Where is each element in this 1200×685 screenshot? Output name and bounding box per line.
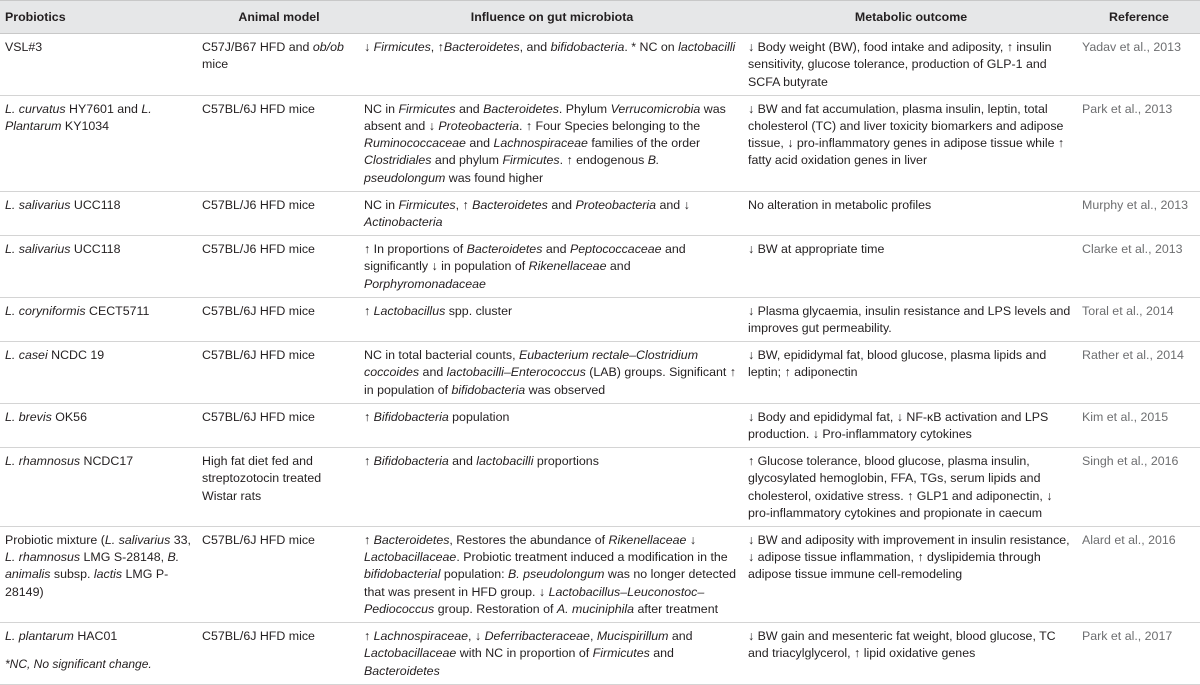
cell-probiotic: L. coryniformis CECT5711 (0, 297, 198, 341)
cell-probiotic: L. plantarum HAC01 (0, 623, 198, 685)
cell-gut-microbiota: ↓ Firmicutes, ↑Bacteroidetes, and bifidobacteria. * NC on lactobacilli (360, 34, 744, 96)
cell-animal-model: C57BL/6J HFD mice (198, 297, 360, 341)
table-row (0, 527, 1200, 623)
cell-gut-microbiota: NC in Firmicutes and Bacteroidetes. Phylum Verrucomicrobia was absent and ↓ Proteobacteria. ↑ Four Species belonging to the Ruminococcaceae and Lachnospiraceae families of the order Clostridiales and phylum Firmicutes. ↑ endogenous B. pseudolongum was found higher (360, 95, 744, 191)
table-row (0, 623, 1200, 685)
header-row (0, 1, 1200, 34)
table-row (0, 191, 1200, 235)
cell-metabolic-outcome: ↓ BW and fat accumulation, plasma insulin, leptin, total cholesterol (TC) and liver toxicity biomarkers and adipose tissue, ↓ pro-inflammatory genes in adipose tissue while ↑ fatty acid oxidation genes in liver (744, 95, 1078, 191)
cell-probiotic: L. brevis OK56 (0, 403, 198, 447)
cell-gut-microbiota: ↑ Bacteroidetes, Restores the abundance of Rikenellaceae ↓ Lactobacillaceae. Probiotic treatment induced a modification in the bifidobacterial population: B. pseudolongum was no longer detected that was present in HFD group. ↓ Lactobacillus–Leuconostoc–Pediococcus group. Restoration of A. muciniphila after treatment (360, 527, 744, 623)
cell-gut-microbiota: NC in total bacterial counts, Eubacterium rectale–Clostridium coccoides and lactobacilli–Enterococcus (LAB) groups. Significant ↑ in population of bifidobacteria was observed (360, 342, 744, 404)
cell-probiotic: L. salivarius UCC118 (0, 191, 198, 235)
cell-animal-model: C57BL/6J HFD mice (198, 527, 360, 623)
header-probiotics: Probiotics (0, 1, 198, 34)
cell-animal-model: C57J/B67 HFD and ob/ob mice (198, 34, 360, 96)
cell-reference: Murphy et al., 2013 (1078, 191, 1200, 235)
table-body (0, 34, 1200, 685)
cell-reference: Alard et al., 2016 (1078, 527, 1200, 623)
header-gut-microbiota: Influence on gut microbiota (360, 1, 744, 34)
table-row (0, 34, 1200, 96)
cell-reference: Rather et al., 2014 (1078, 342, 1200, 404)
cell-reference: Park et al., 2013 (1078, 95, 1200, 191)
cell-gut-microbiota: ↑ Lachnospiraceae, ↓ Deferribacteraceae, Mucispirillum and Lactobacillaceae with NC in proportion of Firmicutes and Bacteroidetes (360, 623, 744, 685)
table-row (0, 342, 1200, 404)
cell-probiotic: L. rhamnosus NCDC17 (0, 448, 198, 527)
cell-probiotic: VSL#3 (0, 34, 198, 96)
cell-animal-model: C57BL/6J HFD mice (198, 342, 360, 404)
cell-metabolic-outcome: ↓ BW gain and mesenteric fat weight, blood glucose, TC and triacylglycerol, ↑ lipid oxidative genes (744, 623, 1078, 685)
cell-reference: Park et al., 2017 (1078, 623, 1200, 685)
table-row (0, 448, 1200, 527)
cell-reference: Clarke et al., 2013 (1078, 236, 1200, 298)
header-reference: Reference (1078, 1, 1200, 34)
cell-reference: Toral et al., 2014 (1078, 297, 1200, 341)
cell-gut-microbiota: ↑ Lactobacillus spp. cluster (360, 297, 744, 341)
cell-probiotic: L. casei NCDC 19 (0, 342, 198, 404)
cell-animal-model: C57BL/J6 HFD mice (198, 191, 360, 235)
footnote: *NC, No significant change. (5, 657, 152, 671)
cell-animal-model: High fat diet fed and streptozotocin treated Wistar rats (198, 448, 360, 527)
table-header (0, 1, 1200, 34)
cell-metabolic-outcome: ↓ BW and adiposity with improvement in insulin resistance, ↓ adipose tissue inflammation, ↑ dyslipidemia through adipose tissue immune cell-remodeling (744, 527, 1078, 623)
cell-animal-model: C57BL/6J HFD mice (198, 403, 360, 447)
cell-probiotic: Probiotic mixture (L. salivarius 33, L. rhamnosus LMG S-28148, B. animalis subsp. lactis LMG P-28149) (0, 527, 198, 623)
cell-metabolic-outcome: ↓ BW at appropriate time (744, 236, 1078, 298)
table-row (0, 95, 1200, 191)
cell-reference: Singh et al., 2016 (1078, 448, 1200, 527)
cell-metabolic-outcome: ↓ Body and epididymal fat, ↓ NF-κB activation and LPS production. ↓ Pro-inflammatory cytokines (744, 403, 1078, 447)
cell-reference: Yadav et al., 2013 (1078, 34, 1200, 96)
cell-gut-microbiota: ↑ Bifidobacteria population (360, 403, 744, 447)
cell-gut-microbiota: ↑ Bifidobacteria and lactobacilli proportions (360, 448, 744, 527)
table-row (0, 236, 1200, 298)
header-animal-model: Animal model (198, 1, 360, 34)
cell-metabolic-outcome: ↓ Body weight (BW), food intake and adiposity, ↑ insulin sensitivity, glucose tolerance, production of GLP-1 and SCFA butyrate (744, 34, 1078, 96)
cell-metabolic-outcome: No alteration in metabolic profiles (744, 191, 1078, 235)
cell-metabolic-outcome: ↓ Plasma glycaemia, insulin resistance and LPS levels and improves gut permeability. (744, 297, 1078, 341)
cell-animal-model: C57BL/6J HFD mice (198, 623, 360, 685)
cell-animal-model: C57BL/6J HFD mice (198, 95, 360, 191)
cell-probiotic: L. curvatus HY7601 and L. Plantarum KY1034 (0, 95, 198, 191)
cell-gut-microbiota: NC in Firmicutes, ↑ Bacteroidetes and Proteobacteria and ↓ Actinobacteria (360, 191, 744, 235)
cell-metabolic-outcome: ↑ Glucose tolerance, blood glucose, plasma insulin, glycosylated hemoglobin, FFA, TGs, serum lipids and cholesterol, oxidative stress. ↑ GLP1 and adiponectin, ↓ pro-inflammatory cytokines and propionate in caecum (744, 448, 1078, 527)
cell-metabolic-outcome: ↓ BW, epididymal fat, blood glucose, plasma lipids and leptin; ↑ adiponectin (744, 342, 1078, 404)
table-row (0, 403, 1200, 447)
header-metabolic-outcome: Metabolic outcome (744, 1, 1078, 34)
table-row (0, 297, 1200, 341)
cell-animal-model: C57BL/J6 HFD mice (198, 236, 360, 298)
cell-probiotic: L. salivarius UCC118 (0, 236, 198, 298)
cell-gut-microbiota: ↑ In proportions of Bacteroidetes and Peptococcaceae and significantly ↓ in population of Rikenellaceae and Porphyromonadaceae (360, 236, 744, 298)
cell-reference: Kim et al., 2015 (1078, 403, 1200, 447)
